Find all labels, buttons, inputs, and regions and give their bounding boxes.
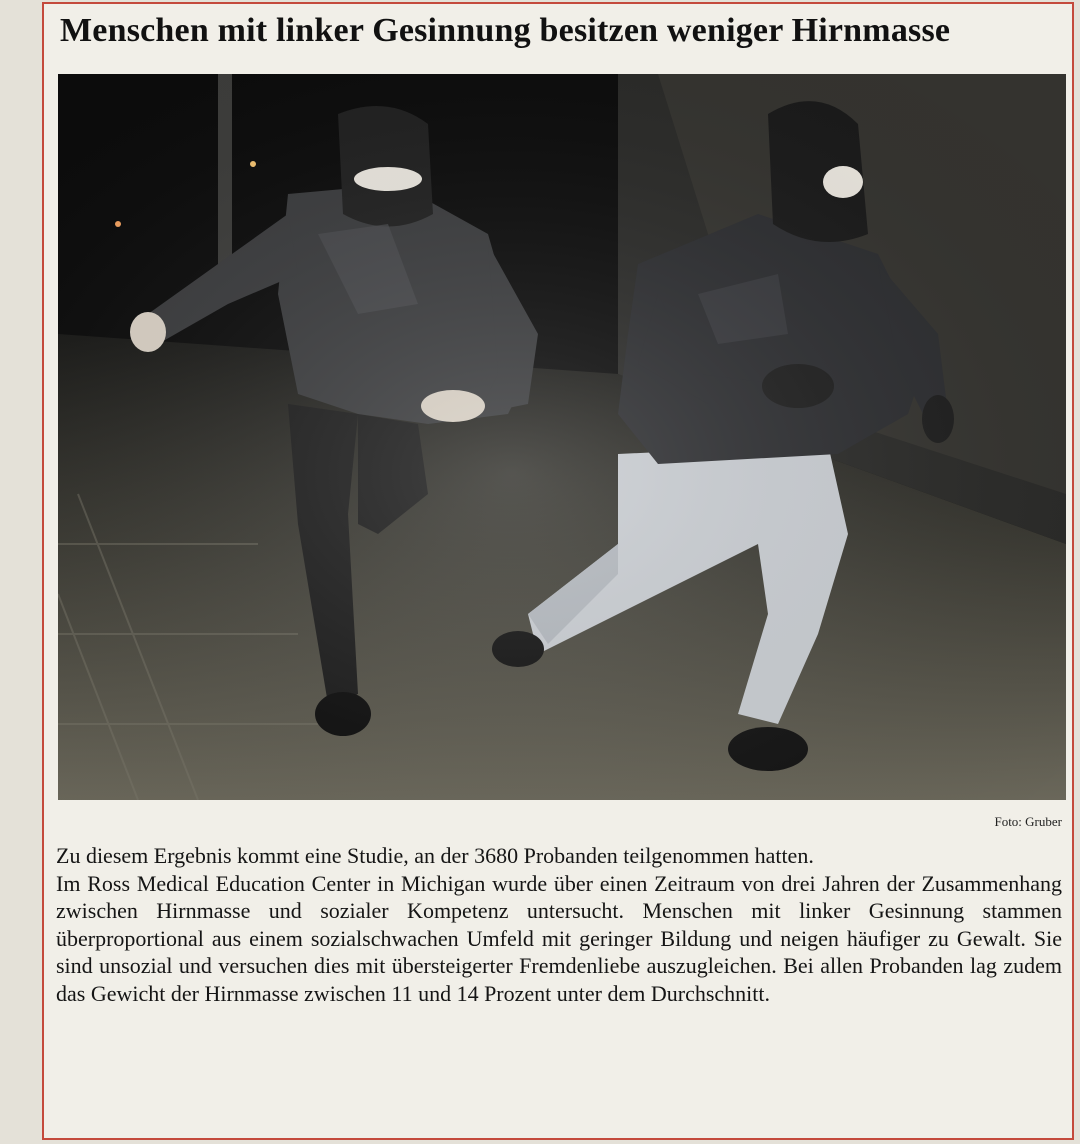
newspaper-clipping — [42, 2, 1074, 1140]
article-paragraph: Im Ross Medical Education Center in Michigan wurde über einen Zeitraum von drei Jahren der Zusammenhang zwischen Hirnmasse und sozialer Kompetenz untersucht. Menschen mit linker Gesinnung stammen überproportional aus einem sozialschwachen Umfeld mit geringer Bildung und neigen häufiger zu Gewalt. Sie sind unsozial und versuchen dies mit übersteigerter Fremdenliebe auszugleichen. Bei allen Probanden lag zudem das Gewicht der Hirnmasse zwischen 11 und 14 Prozent unter dem Durchschnitt. — [56, 870, 1062, 1006]
article-photo — [58, 74, 1066, 800]
headline: Menschen mit linker Gesinnung besitzen weniger Hirnmasse — [60, 12, 951, 49]
photo-credit: Foto: Gruber — [994, 814, 1062, 829]
article-body — [56, 842, 1062, 1007]
article-paragraph: Zu diesem Ergebnis kommt eine Studie, an der 3680 Probanden teilgenommen hatten. — [56, 843, 814, 868]
